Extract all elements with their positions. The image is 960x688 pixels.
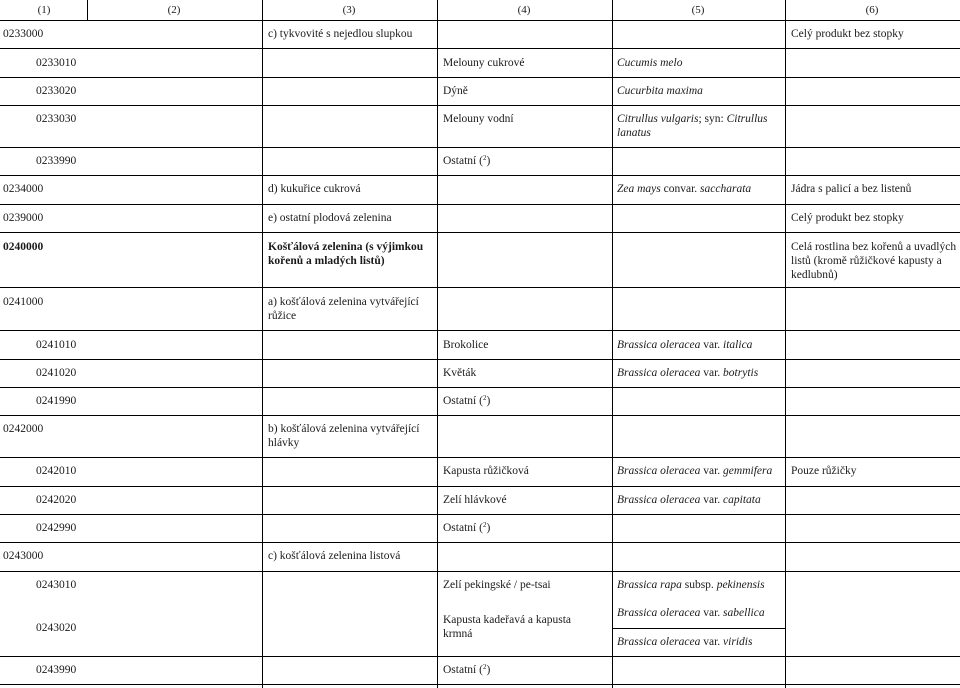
row-code: 0233990 xyxy=(36,155,77,167)
col-header-4: (4) xyxy=(517,4,531,16)
latin-name: Brassica oleracea var. gemmifera xyxy=(617,465,773,477)
row-code: 0233030 xyxy=(36,113,77,125)
category-label: d) kukuřice cukrová xyxy=(268,183,361,195)
row-code: 0242000 xyxy=(3,423,44,435)
row-code: 0243000 xyxy=(3,550,44,562)
product-name: Květák xyxy=(443,367,477,379)
latin-name: Brassica oleracea var. capitata xyxy=(617,494,761,506)
row-code: 0240000 xyxy=(3,241,44,253)
category-label: e) ostatní plodová zelenina xyxy=(268,212,392,224)
col-header-6: (6) xyxy=(865,4,879,16)
category-label: c) košťálová zelenina listová xyxy=(268,550,401,562)
row-code: 0234000 xyxy=(3,183,44,195)
latin-name: Brassica oleracea var. italica xyxy=(617,339,753,351)
product-name: Kapusta kadeřavá a kapusta krmná xyxy=(443,614,572,640)
edible-part: Pouze růžičky xyxy=(791,465,857,477)
latin-name: Brassica oleracea var. viridis xyxy=(617,636,753,648)
category-label: c) tykvovité s nejedlou slupkou xyxy=(268,28,413,40)
row-code: 0241020 xyxy=(36,367,77,379)
group-title: Košťálová zelenina (s výjimkou kořenů a mladých listů) xyxy=(268,241,424,267)
row-code: 0242020 xyxy=(36,494,77,506)
edible-part: Celá rostlina bez kořenů a uvadlých listů (kromě růžičkové kapusty a kedlubnů) xyxy=(791,241,957,281)
edible-part: Jádra s palicí a bez listenů xyxy=(791,183,912,195)
product-name: Dýně xyxy=(443,85,468,97)
row-code: 0233000 xyxy=(3,28,44,40)
latin-name: Citrullus vulgaris; syn: Citrullus lanatus xyxy=(617,113,768,139)
col-header-1: (1) xyxy=(37,4,51,16)
col-header-5: (5) xyxy=(691,4,705,16)
row-code: 0243010 xyxy=(36,579,77,591)
product-name: Ostatní ($^2$) xyxy=(443,663,491,676)
col-header-3: (3) xyxy=(342,4,356,16)
row-code: 0243990 xyxy=(36,664,77,676)
product-name: Zelí pekingské / pe-tsai xyxy=(443,579,551,591)
latin-name: Brassica rapa subsp. pekinensis xyxy=(617,579,765,591)
row-code: 0241000 xyxy=(3,296,44,308)
product-name: Brokolice xyxy=(443,339,489,351)
product-name: Ostatní ($^2$) xyxy=(443,521,491,534)
row-code: 0239000 xyxy=(3,212,44,224)
row-code: 0233020 xyxy=(36,85,77,97)
latin-name: Zea mays convar. saccharata xyxy=(617,183,752,195)
category-label: b) košťálová zelenina vytvářející hlávky xyxy=(268,423,420,449)
product-name: Ostatní ($^2$) xyxy=(443,154,491,167)
latin-name: Brassica oleracea var. botrytis xyxy=(617,367,759,379)
row-code: 0242010 xyxy=(36,465,77,477)
product-name: Melouny vodní xyxy=(443,113,514,125)
row-code: 0242990 xyxy=(36,522,77,534)
row-code: 0243020 xyxy=(36,622,77,634)
col-header-2: (2) xyxy=(167,4,181,16)
latin-name: Cucurbita maxima xyxy=(617,85,703,97)
category-label: a) košťálová zelenina vytvářející růžice xyxy=(268,296,419,322)
latin-name: Cucumis melo xyxy=(617,57,683,69)
latin-name: Brassica oleracea var. sabellica xyxy=(617,607,765,619)
edible-part: Celý produkt bez stopky xyxy=(791,28,904,40)
edible-part: Celý produkt bez stopky xyxy=(791,212,904,224)
product-name: Kapusta růžičková xyxy=(443,465,529,477)
row-code: 0233010 xyxy=(36,57,77,69)
product-name: Zelí hlávkové xyxy=(443,494,507,506)
product-name: Melouny cukrové xyxy=(443,57,525,69)
row-code: 0241990 xyxy=(36,395,77,407)
product-name: Ostatní ($^2$) xyxy=(443,394,491,407)
row-code: 0241010 xyxy=(36,339,77,351)
